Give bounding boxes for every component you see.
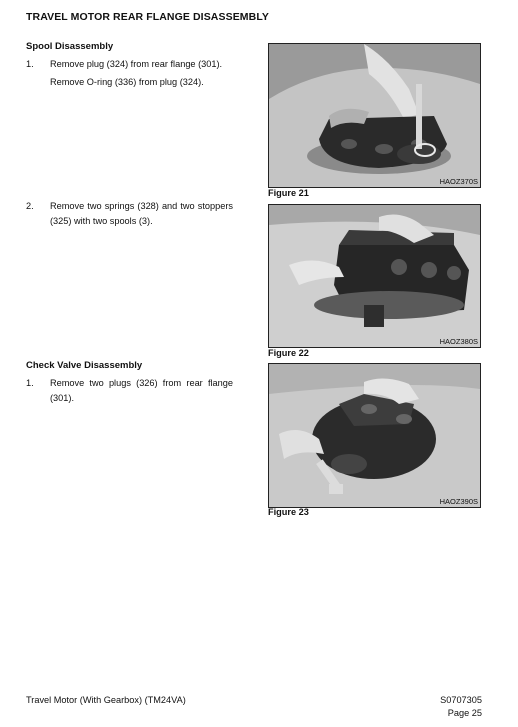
figure-23-caption: Figure 23 xyxy=(268,507,309,517)
figure-code: HAOZ370S xyxy=(439,177,478,186)
step-text: Remove two plugs (326) from rear flange (301). xyxy=(50,378,233,403)
figure-code: HAOZ390S xyxy=(439,497,478,506)
figure-22-photo xyxy=(268,204,481,348)
step-text: Remove two springs (328) and two stoppers (325) with two spools (3). xyxy=(50,201,233,226)
footer-page-number: Page 25 xyxy=(447,708,482,718)
spool-step-2 xyxy=(26,199,241,231)
figure-23-photo xyxy=(268,363,481,508)
motor-flange-photo-icon xyxy=(269,44,480,187)
step-line: Remove O-ring (336) from plug (324). xyxy=(50,77,204,87)
step-number: 1. xyxy=(26,59,34,69)
motor-flange-photo-icon xyxy=(269,205,480,347)
motor-flange-photo-icon xyxy=(269,364,480,507)
step-number: 1. xyxy=(26,378,34,388)
figure-21-caption: Figure 21 xyxy=(268,188,309,198)
step-number: 2. xyxy=(26,201,34,211)
section-heading-spool: Spool Disassembly xyxy=(26,41,114,52)
spool-step-1 xyxy=(26,57,241,91)
footer-doc-number: S0707305 xyxy=(440,695,482,705)
page-title: TRAVEL MOTOR REAR FLANGE DISASSEMBLY xyxy=(26,11,269,23)
step-line: Remove plug (324) from rear flange (301). xyxy=(50,59,223,69)
check-valve-step-1 xyxy=(26,376,241,408)
figure-code: HAOZ380S xyxy=(439,337,478,346)
figure-21-photo xyxy=(268,43,481,188)
figure-22-caption: Figure 22 xyxy=(268,348,309,358)
section-heading-check-valve: Check Valve Disassembly xyxy=(26,360,143,371)
footer-document-title: Travel Motor (With Gearbox) (TM24VA) xyxy=(26,695,186,705)
step-text xyxy=(50,57,235,90)
